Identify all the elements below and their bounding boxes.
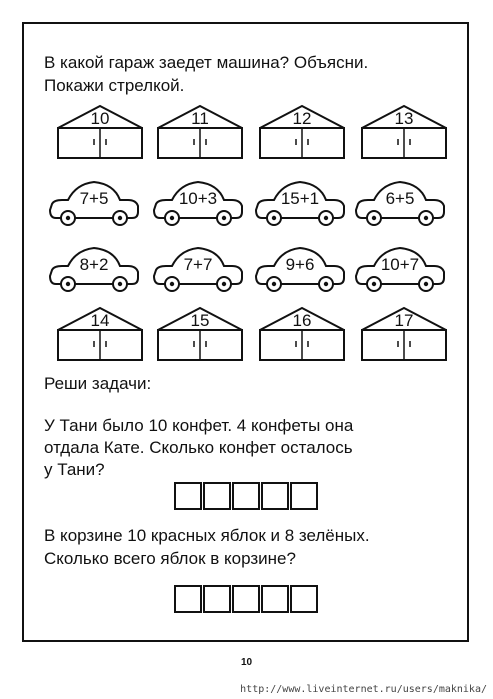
car[interactable]	[254, 242, 346, 306]
answer-cell[interactable]	[174, 482, 202, 510]
garage-number: 12	[292, 109, 312, 128]
problem1-line1: У Тани было 10 конфет. 4 конфеты она	[44, 416, 354, 435]
garage[interactable]	[54, 306, 146, 370]
garage[interactable]	[256, 306, 348, 370]
car[interactable]	[152, 242, 244, 306]
problem1-line3: у Тани?	[44, 460, 105, 479]
page-number: 10	[240, 657, 253, 668]
car-expression: 10+3	[178, 189, 218, 208]
garage-number: 11	[191, 109, 209, 128]
problem1-answer-box[interactable]	[174, 482, 318, 510]
car-expression: 7+5	[79, 189, 109, 208]
car[interactable]	[48, 242, 140, 306]
car[interactable]	[354, 176, 446, 240]
car-expression: 9+6	[285, 255, 315, 274]
garage-row-top	[24, 104, 467, 168]
task2-heading: Реши задачи:	[44, 374, 152, 393]
car-row-2	[24, 242, 467, 306]
car-expression: 15+1	[280, 189, 320, 208]
answer-cell[interactable]	[261, 585, 289, 613]
garage-number: 14	[90, 311, 110, 330]
garage[interactable]	[358, 306, 450, 370]
worksheet-frame	[22, 22, 469, 642]
garage-number: 17	[394, 311, 414, 330]
car-expression: 10+7	[380, 255, 420, 274]
garage-row-bottom	[24, 306, 467, 370]
car[interactable]	[48, 176, 140, 240]
garage-number: 16	[292, 311, 312, 330]
garage[interactable]	[154, 306, 246, 370]
garage-number: 13	[394, 109, 414, 128]
garage[interactable]	[256, 104, 348, 168]
answer-cell[interactable]	[290, 482, 318, 510]
car-expression: 8+2	[79, 255, 109, 274]
footer-url[interactable]: http://www.liveinternet.ru/users/maknika/	[240, 684, 487, 695]
answer-cell[interactable]	[203, 482, 231, 510]
answer-cell[interactable]	[203, 585, 231, 613]
car[interactable]	[254, 176, 346, 240]
garage-number: 10	[90, 109, 110, 128]
garage-number: 15	[190, 311, 210, 330]
problem1-line2: отдала Кате. Сколько конфет осталось	[44, 438, 353, 457]
answer-cell[interactable]	[232, 482, 260, 510]
problem2-line1: В корзине 10 красных яблок и 8 зелёных.	[44, 526, 370, 545]
garage[interactable]	[154, 104, 246, 168]
answer-cell[interactable]	[261, 482, 289, 510]
answer-cell[interactable]	[232, 585, 260, 613]
car-expression: 6+5	[385, 189, 415, 208]
garage[interactable]	[358, 104, 450, 168]
problem2-answer-box[interactable]	[174, 585, 318, 613]
car[interactable]	[354, 242, 446, 306]
answer-cell[interactable]	[290, 585, 318, 613]
problem2-line2: Сколько всего яблок в корзине?	[44, 549, 296, 568]
answer-cell[interactable]	[174, 585, 202, 613]
car-row-1	[24, 176, 467, 240]
task1-line1: В какой гараж заедет машина? Объясни.	[44, 53, 369, 72]
garage[interactable]	[54, 104, 146, 168]
task1-line2: Покажи стрелкой.	[44, 76, 185, 95]
car-expression: 7+7	[183, 255, 213, 274]
car[interactable]	[152, 176, 244, 240]
